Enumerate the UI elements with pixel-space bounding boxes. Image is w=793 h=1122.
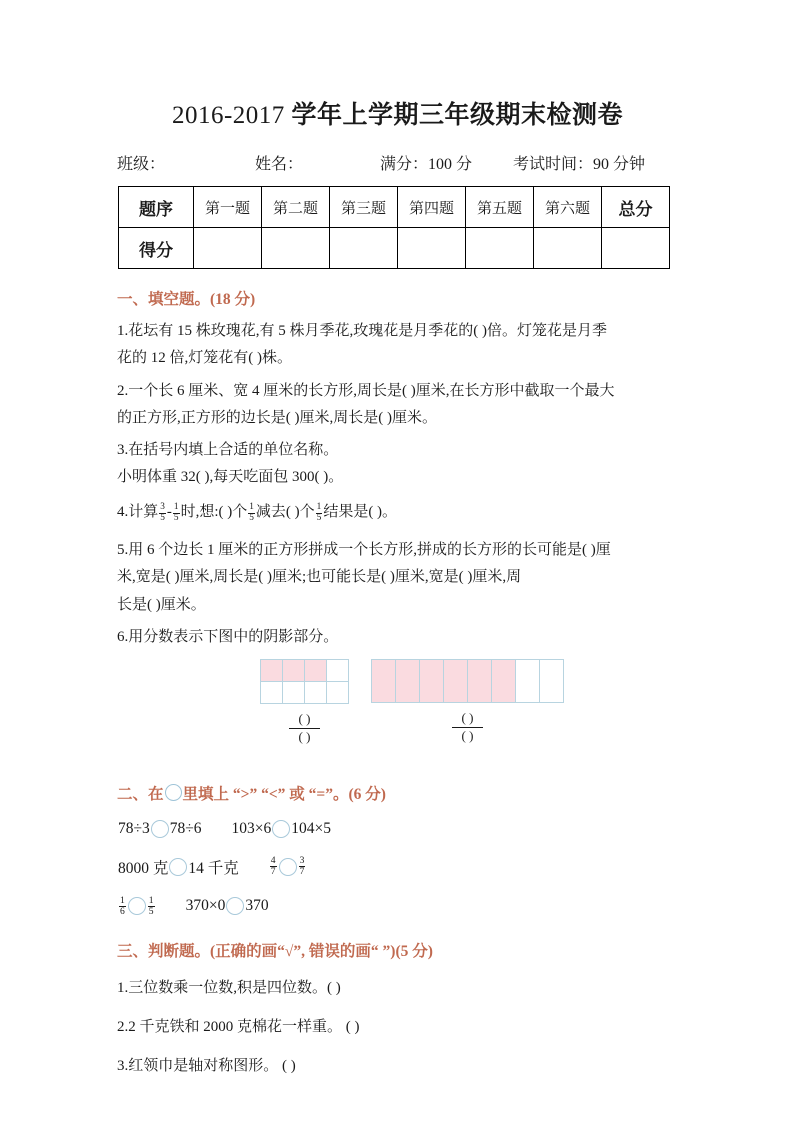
row-label-score: 得分 — [119, 228, 194, 269]
comparison-row-3 — [118, 896, 680, 917]
figure-grid-4x2 — [260, 659, 349, 704]
question-2-line-1: 2.一个长 6 厘米、宽 4 厘米的长方形,周长是( )厘米,在长方形中截取一个最大 — [117, 382, 615, 399]
circle-icon[interactable] — [151, 820, 169, 838]
minus-sign: - — [166, 503, 172, 520]
question-6-line-1: 6.用分数表示下图中的阴影部分。 — [117, 628, 339, 645]
fraction-one-fifth-b: $\frac{1}{5}$ — [173, 502, 179, 523]
figure-strip-1x8-block — [371, 659, 564, 743]
score-cell-q2[interactable] — [262, 228, 330, 269]
score-cell-q6[interactable] — [534, 228, 602, 269]
comparison-rows — [118, 820, 680, 917]
question-1-line-2: 花的 12 倍,灯笼花有( )株。 — [117, 350, 292, 367]
question-4-prefix: 4.计算 — [117, 503, 159, 520]
figure-cell-shaded — [372, 660, 396, 703]
comparison-right-operand: 104×5 — [291, 819, 332, 837]
figure-cell-shaded — [492, 660, 516, 703]
comparison-item-103x6 — [232, 820, 332, 838]
section-heading-fill-in-blank: 一、填空题。(18 分) — [117, 291, 256, 308]
comparison-left-operand: 8000 克 — [118, 859, 169, 877]
question-5-line-3: 长是( )厘米。 — [117, 596, 206, 613]
column-header-q1: 第一题 — [194, 187, 262, 228]
comparison-right-operand: 14 千克 — [188, 859, 239, 877]
table-row-scores — [119, 228, 670, 269]
judgement-item-3: 3.红领巾是轴对称图形。 ( ) — [117, 1058, 296, 1075]
exam-time-label: 考试时间：90 分钟 — [513, 156, 646, 173]
figure-cell-empty — [305, 682, 327, 704]
section-2-heading-suffix: 里填上 “>” “<” 或 “=”。(6 分) — [182, 785, 386, 803]
question-1-line-1: 1.花坛有 15 株玫瑰花,有 5 株月季花,玫瑰花是月季花的( )倍。灯笼花是月季 — [117, 323, 607, 339]
circle-icon[interactable] — [128, 897, 146, 915]
figure-strip-1x8 — [371, 659, 564, 703]
question-5-line-1: 5.用 6 个边长 1 厘米的正方形拼成一个长方形,拼成的长方形的长可能是( )厘 — [117, 542, 611, 559]
score-table — [118, 186, 670, 269]
figure-cell-shaded — [396, 660, 420, 703]
comparison-left-operand: 78÷3 — [118, 819, 150, 837]
comparison-item-370x0 — [186, 897, 269, 915]
figure-cell-empty — [540, 660, 564, 703]
comparison-left-operand: 370×0 — [185, 897, 226, 915]
judgement-item-2: 2.2 千克铁和 2000 克棉花一样重。 ( ) — [117, 1018, 360, 1035]
circle-icon[interactable] — [169, 858, 187, 876]
figure-cell-shaded — [420, 660, 444, 703]
figure-cell-shaded — [444, 660, 468, 703]
figure-cell-empty — [283, 682, 305, 704]
comparison-left-operand: 103×6 — [231, 819, 272, 837]
title-main: 学年上学期三年级期末检测卷 — [291, 102, 624, 129]
circle-icon[interactable] — [226, 897, 244, 915]
fraction-numerator-blank[interactable]: ( ) — [461, 710, 474, 726]
comparison-item-78div3 — [118, 820, 202, 838]
score-cell-q1[interactable] — [194, 228, 262, 269]
comparison-right-operand: 78÷6 — [169, 819, 202, 837]
figure-cell-shaded — [283, 660, 305, 682]
fraction-one-sixth: $\frac{1}{6}$ — [120, 894, 125, 917]
question-4-tail: 结果是( )。 — [323, 503, 398, 520]
score-cell-q5[interactable] — [466, 228, 534, 269]
class-field-label: 班级： — [117, 156, 166, 173]
figure-cell-empty — [327, 682, 349, 704]
score-cell-total[interactable] — [602, 228, 670, 269]
section-2-heading-prefix: 二、在 — [117, 785, 164, 803]
figure-cell-empty — [327, 660, 349, 682]
question-3-line-2: 小明体重 32( ),每天吃面包 300( )。 — [117, 469, 344, 486]
row-label-question-order: 题序 — [119, 187, 194, 228]
figure-row — [261, 660, 349, 682]
question-6-figures — [115, 659, 680, 744]
fraction-numerator-blank[interactable]: ( ) — [298, 711, 311, 727]
score-cell-q4[interactable] — [398, 228, 466, 269]
section-heading-comparison — [117, 782, 680, 804]
comparison-item-four-sevenths — [269, 856, 307, 877]
judgement-list — [117, 976, 680, 1079]
figure-row — [261, 682, 349, 704]
question-5-line-2: 米,宽是( )厘米,周长是( )厘米;也可能长是( )厘米,宽是( )厘米,周 — [117, 569, 522, 586]
column-header-total: 总分 — [602, 187, 670, 228]
comparison-row-2 — [118, 856, 680, 878]
figure-cell-shaded — [468, 660, 492, 703]
exam-info-line — [117, 151, 680, 174]
column-header-q2: 第二题 — [262, 187, 330, 228]
comparison-item-8000g — [118, 856, 239, 878]
column-header-q3: 第三题 — [330, 187, 398, 228]
fraction-four-sevenths: $\frac{4}{7}$ — [270, 855, 276, 878]
question-4-mid-1: 时,想:( )个 — [180, 503, 248, 520]
name-field-label: 姓名： — [255, 156, 304, 173]
fraction-one-fifth: $\frac{1}{5}$ — [148, 894, 154, 917]
judgement-item-1: 1.三位数乘一位数,积是四位数。( ) — [117, 979, 341, 996]
comparison-right-operand: 370 — [245, 897, 269, 915]
fraction-one-fifth-c: $\frac{1}{5}$ — [249, 502, 254, 523]
fraction-one-fifth-d: $\frac{1}{5}$ — [316, 502, 322, 523]
comparison-row-1 — [118, 820, 680, 838]
question-2-line-2: 的正方形,正方形的边长是( )厘米,周长是( )厘米。 — [117, 409, 437, 426]
figure-cell-shaded — [261, 660, 283, 682]
page-title — [115, 95, 680, 131]
circle-icon[interactable] — [272, 820, 290, 838]
circle-icon[interactable] — [279, 858, 297, 876]
fraction-three-sevenths: $\frac{3}{7}$ — [299, 855, 305, 878]
answer-fraction-blank-2[interactable] — [452, 711, 484, 743]
comparison-item-one-sixth — [118, 896, 156, 917]
figure-cell-shaded — [305, 660, 327, 682]
fraction-denominator-blank[interactable]: ( ) — [289, 728, 321, 744]
column-header-q4: 第四题 — [398, 187, 466, 228]
figure-grid-4x2-block — [260, 659, 349, 744]
column-header-q6: 第六题 — [534, 187, 602, 228]
column-header-q5: 第五题 — [466, 187, 534, 228]
question-4-mid-2: 减去( )个 — [255, 503, 315, 520]
score-cell-q3[interactable] — [330, 228, 398, 269]
circle-icon — [165, 784, 182, 801]
question-4 — [117, 500, 680, 524]
fraction-three-fifths: $\frac{3}{5}$ — [160, 502, 165, 523]
full-score-label: 满分：100 分 — [380, 156, 473, 173]
section-heading-true-false: 三、判断题。(正确的画“√”, 错误的画“ ”)(5 分) — [117, 942, 433, 960]
figure-row — [372, 660, 564, 703]
figure-cell-empty — [261, 682, 283, 704]
page-content — [115, 95, 680, 1088]
table-row-header — [119, 187, 670, 228]
figure-cell-empty — [516, 660, 540, 703]
question-3-line-1: 3.在括号内填上合适的单位名称。 — [117, 442, 339, 459]
answer-fraction-blank-1[interactable] — [289, 712, 321, 744]
title-year: 2016-2017 — [171, 102, 285, 129]
fraction-denominator-blank[interactable]: ( ) — [452, 727, 484, 743]
